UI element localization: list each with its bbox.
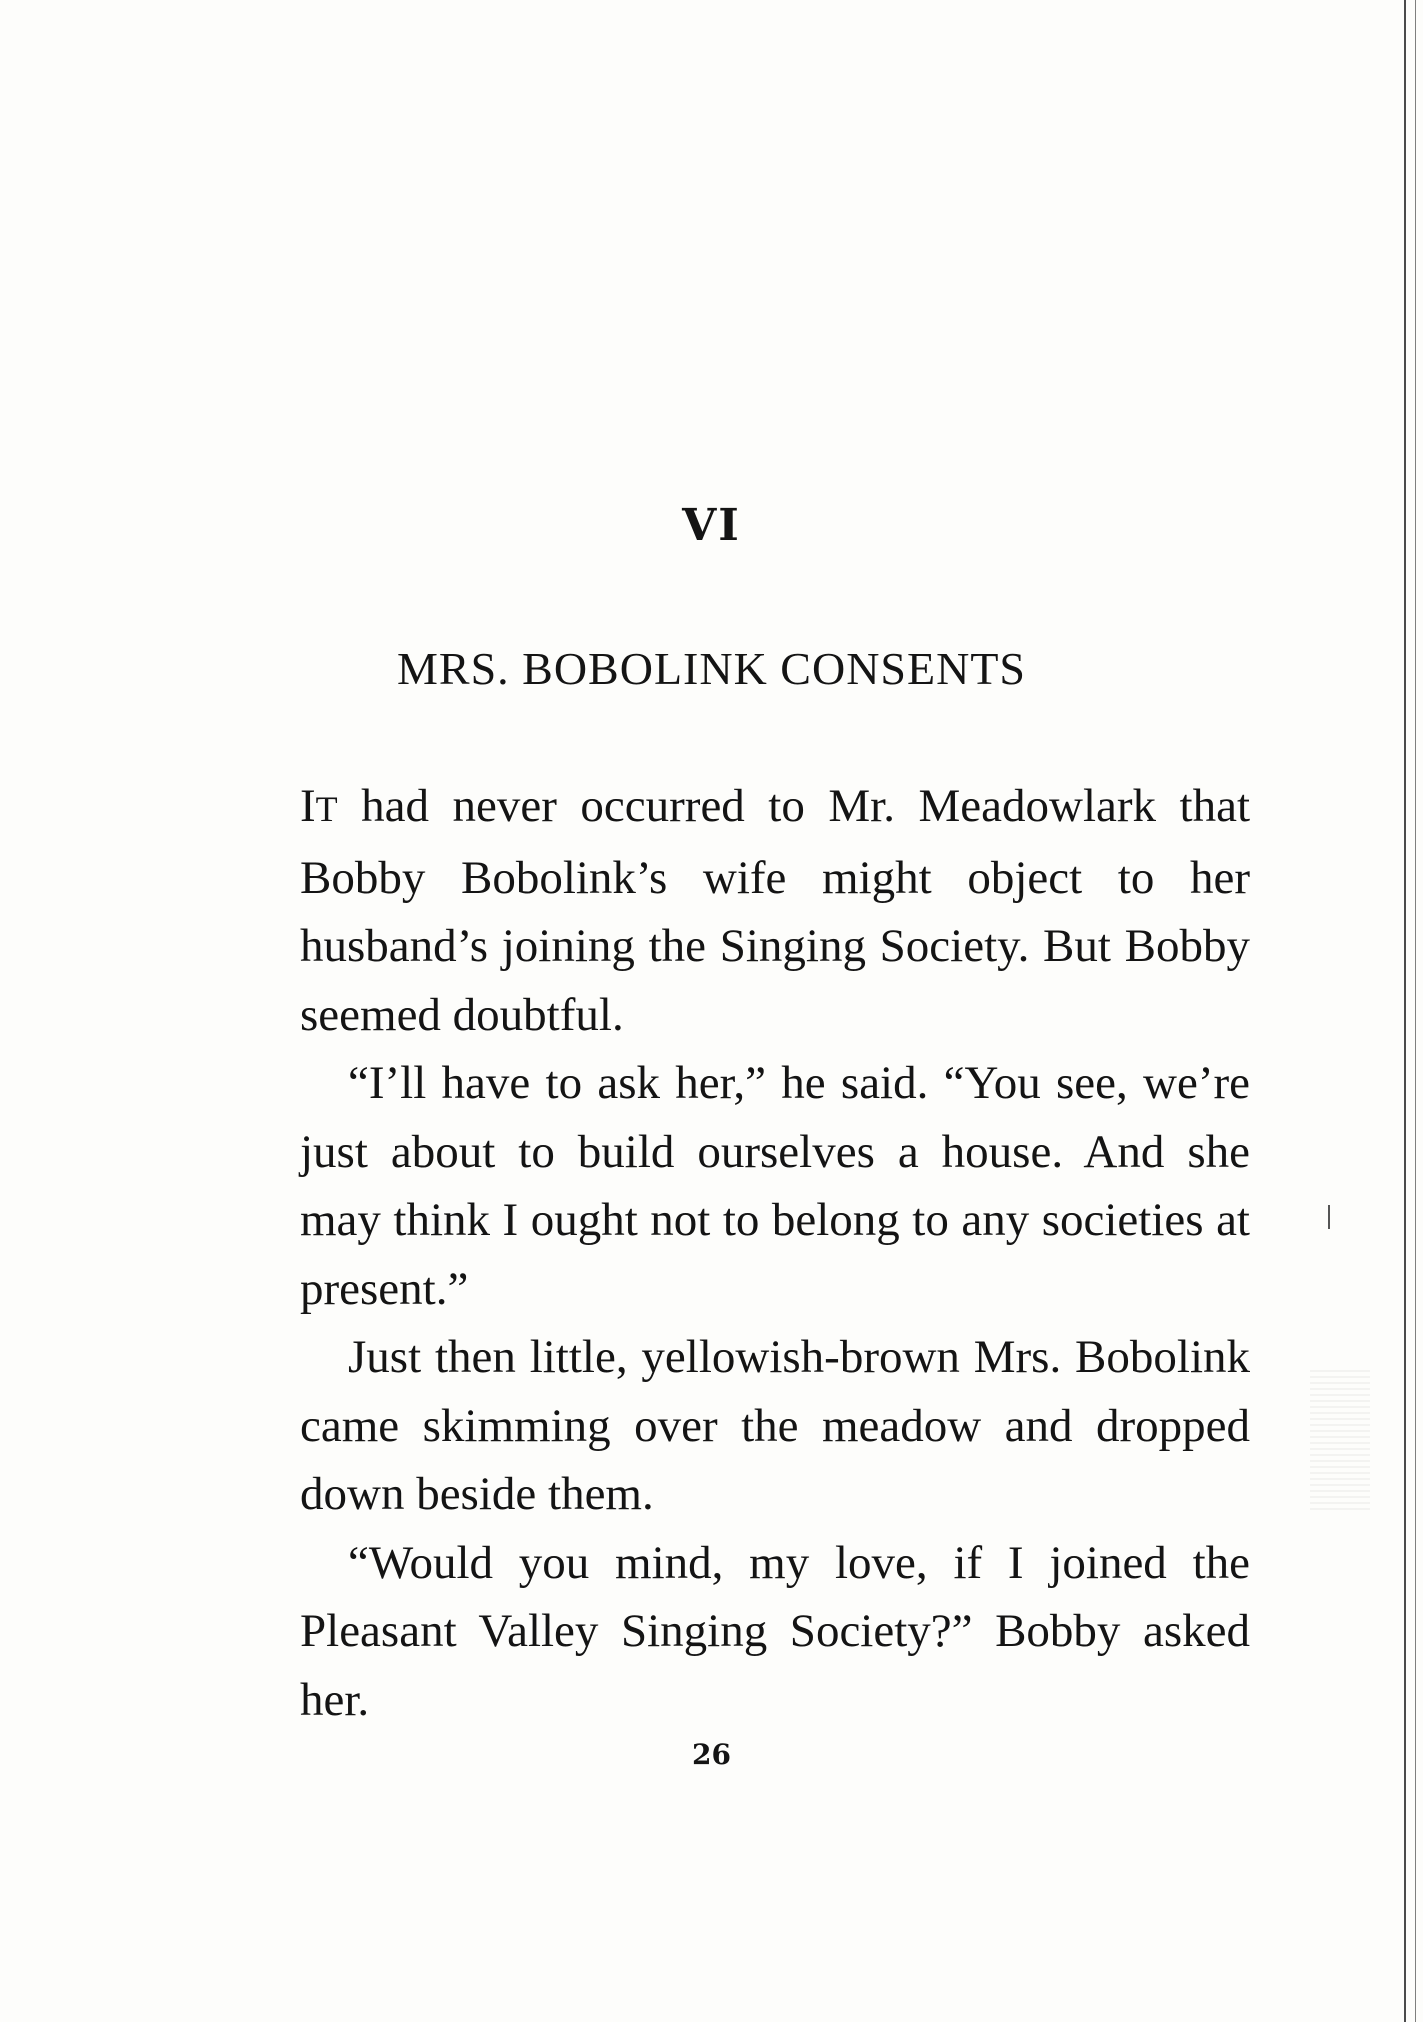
paragraph-1-text: had never occurred to Mr. Meadowlark that Bobby Bobolink’s wife might object to her husband’s joining the Singing Society. But Bobby seemed doubtful. — [300, 780, 1250, 1041]
chapter-title: MRS. BOBOLINK CONSENTS — [396, 643, 1027, 694]
lead-capital: I — [300, 780, 316, 832]
paragraph-2: “I’ll have to ask her,” he said. “You see, we’re just about to build ourselves a house. And she may think I ought not to belong to any societies at present.” — [300, 1057, 1250, 1315]
paragraph-1 — [300, 772, 1250, 1049]
page-number: 26 — [692, 1738, 731, 1771]
paragraph-4: “Would you mind, my love, if I joined the Pleasant Valley Singing Society?” Bobby asked her. — [300, 1536, 1250, 1726]
chapter-number: VI — [682, 500, 741, 551]
body-text — [300, 772, 1250, 1734]
edge-mark — [1328, 1205, 1330, 1229]
page-edge-line-secondary — [1415, 0, 1416, 2022]
scan-speckle — [1310, 1370, 1370, 1510]
page-edge-line — [1404, 0, 1406, 2022]
paragraph-3: Just then little, yellowish-brown Mrs. Bobolink came skimming over the meadow and dropped down beside them. — [300, 1331, 1250, 1520]
lead-small-caps: T — [315, 789, 338, 829]
